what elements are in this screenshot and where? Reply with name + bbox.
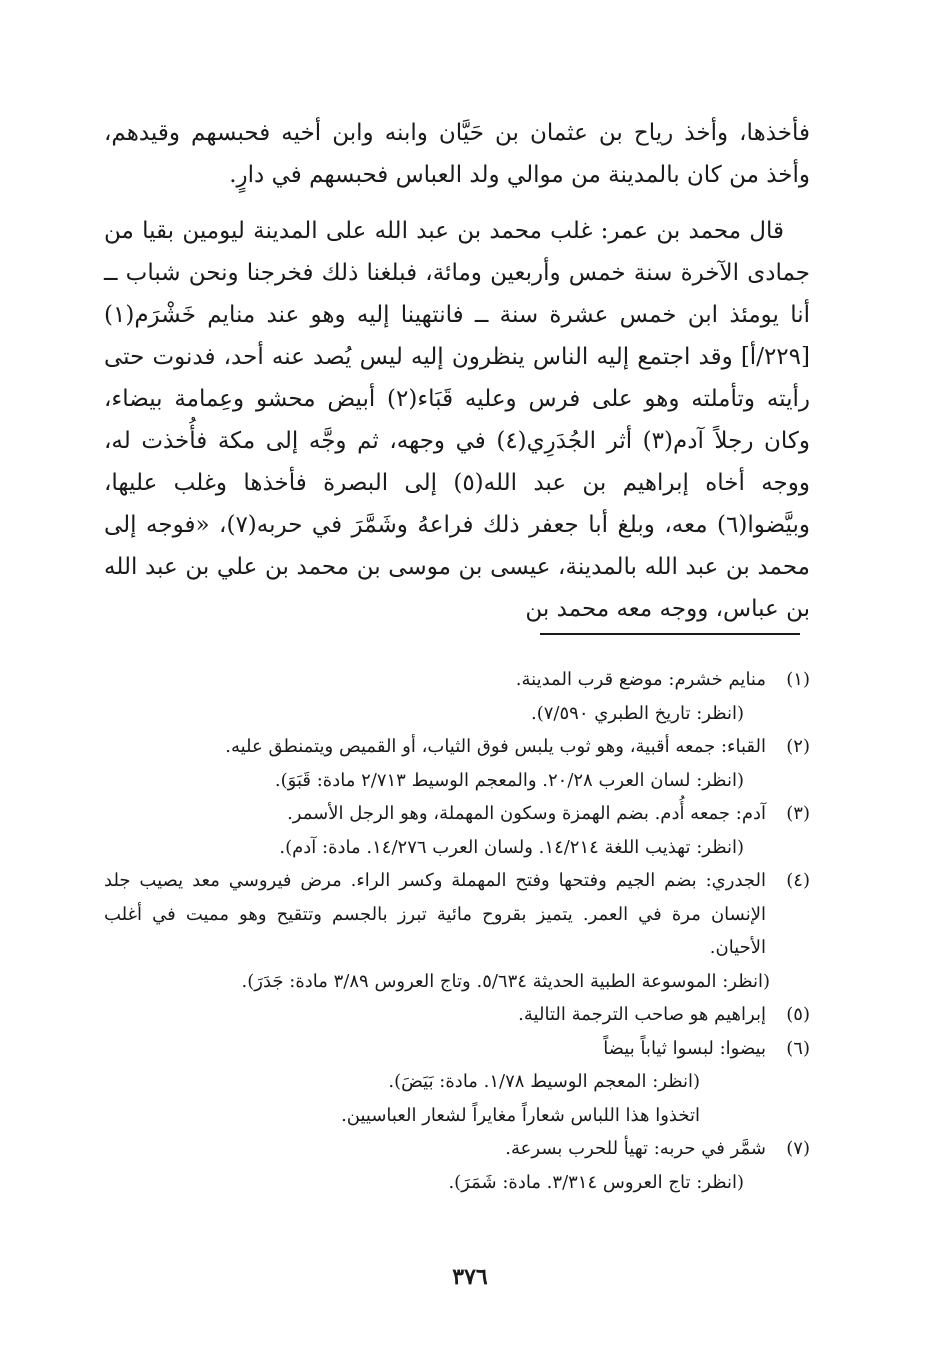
footnote: [104, 998, 810, 1032]
footnote-reference: (انظر: الموسوعة الطبية الحديثة ٥/٦٣٤. وتاج العروس ٣/٨٩ مادة: جَدَرَ).: [241, 970, 770, 992]
footnote: [104, 1032, 810, 1133]
footnote-number: (١): [786, 669, 810, 690]
footnote-reference: (انظر: تاج العروس ٣/٣١٤. مادة: شَمَرَ).: [448, 1171, 744, 1193]
footnote: [104, 864, 810, 965]
footnote-definition: منايم خشرم: موضع قرب المدينة.: [515, 669, 766, 690]
footnote-definition: الجدري: بضم الجيم وفتحها وفتح المهملة وكسر الراء. مرض فيروسي معد يصيب جلد الإنسان مرة في العمر. يتميز بقروح مائية تبرز بالجسم وتتقيح وهو مميت في أغلب الأحيان.: [104, 870, 766, 958]
footnote-number: (٥): [786, 1004, 810, 1025]
footnote-body: [104, 730, 766, 797]
footnote-body: [104, 998, 766, 1032]
footnote-number: (٦): [786, 1037, 810, 1059]
footnote-reference: (انظر: تاريخ الطبري ٧/٥٩٠).: [531, 702, 744, 724]
page-number: ٣٧٦: [452, 1264, 488, 1290]
footnote-number: (٧): [786, 1138, 810, 1159]
footnote: [104, 663, 810, 730]
footnote: [104, 797, 810, 864]
footnote: [104, 1132, 810, 1199]
main-paragraph: فأخذها، وأخذ رياح بن عثمان بن حَيَّان وابنه وابن أخيه فحبسهم وقيدهم، وأخذ من كان بالمدينة من موالي ولد العباس فحبسهم في دارٍ.: [104, 120, 810, 188]
footnote-body: [104, 1032, 766, 1133]
footnote-definition: بيضوا: لبسوا ثياباً بيضاً: [603, 1037, 766, 1059]
footnote-reference: (انظر: تهذيب اللغة ١٤/٢١٤. ولسان العرب ١٤/٢٧٦. مادة: آدم).: [279, 836, 744, 858]
footnote-definition: إبراهيم هو صاحب الترجمة التالية.: [518, 1004, 766, 1025]
footnote-definition: شمَّر في حربه: تهيأ للحرب بسرعة.: [505, 1138, 766, 1159]
footnote-body: [104, 864, 766, 965]
footnote-body: [104, 1132, 766, 1199]
footnote-body: [104, 663, 766, 730]
footnote-number: (٣): [786, 803, 810, 824]
main-text: [104, 112, 810, 630]
footnotes: [104, 663, 810, 1199]
footnote-reference: (انظر: المعجم الوسيط ١/٧٨. مادة: بَيَضَ).: [388, 1071, 700, 1092]
footnote: [104, 730, 810, 797]
footnote-number: (٤): [786, 870, 810, 891]
footnote-definition: القباء: جمعه أقبية، وهو ثوب يلبس فوق الثياب، أو القميص ويتمنطق عليه.: [225, 736, 766, 757]
main-paragraph: قال محمد بن عمر: غلب محمد بن عبد الله على المدينة ليومين بقيا من جمادى الآخرة سنة خمس وأربعين ومائة، فبلغنا ذلك فخرجنا ونحن شباب ــ أنا يومئذ ابن خمس عشرة سنة ــ فانتهينا إليه وهو عند منايم خَشْرَم(١) [٢٢٩/أ] وقد اجتمع إليه الناس ينظرون إليه ليس يُصد عنه أحد، فدنوت حتى رأيته وتأملته وهو على فرس وعليه قَبَاء(٢) أبيض محشو وعِمامة بيضاء، وكان رجلاً آدم(٣) أثر الجُدَرِي(٤) في وجهه، ثم وجَّه إلى مكة فأُخذت له، ووجه أخاه إبراهيم بن عبد الله(٥) إلى البصرة فأخذها وغلب عليها، وبيَّضوا(٦) معه، وبلغ أبا جعفر ذلك فراعهُ وشَمَّرَ في حربه(٧)، «فوجه إلى محمد بن عبد الله بالمدينة، عيسى بن موسى بن محمد بن علي بن عبد الله بن عباس، ووجه معه محمد بن: [104, 218, 811, 622]
footnote-number: (٢): [786, 736, 810, 757]
footnote-separator: [540, 633, 800, 635]
footnote-note: اتخذوا هذا اللباس شعاراً مغايراً لشعار العباسيين.: [341, 1104, 700, 1126]
footnote-reference: (انظر: لسان العرب ٢٠/٢٨. والمعجم الوسيط ٢/٧١٣ مادة: قَبَوَ).: [274, 769, 744, 791]
footnote-body: [104, 797, 766, 864]
footnote-definition: آدم: جمعه أُدم. بضم الهمزة وسكون المهملة، وهو الرجل الأسمر.: [287, 803, 766, 824]
